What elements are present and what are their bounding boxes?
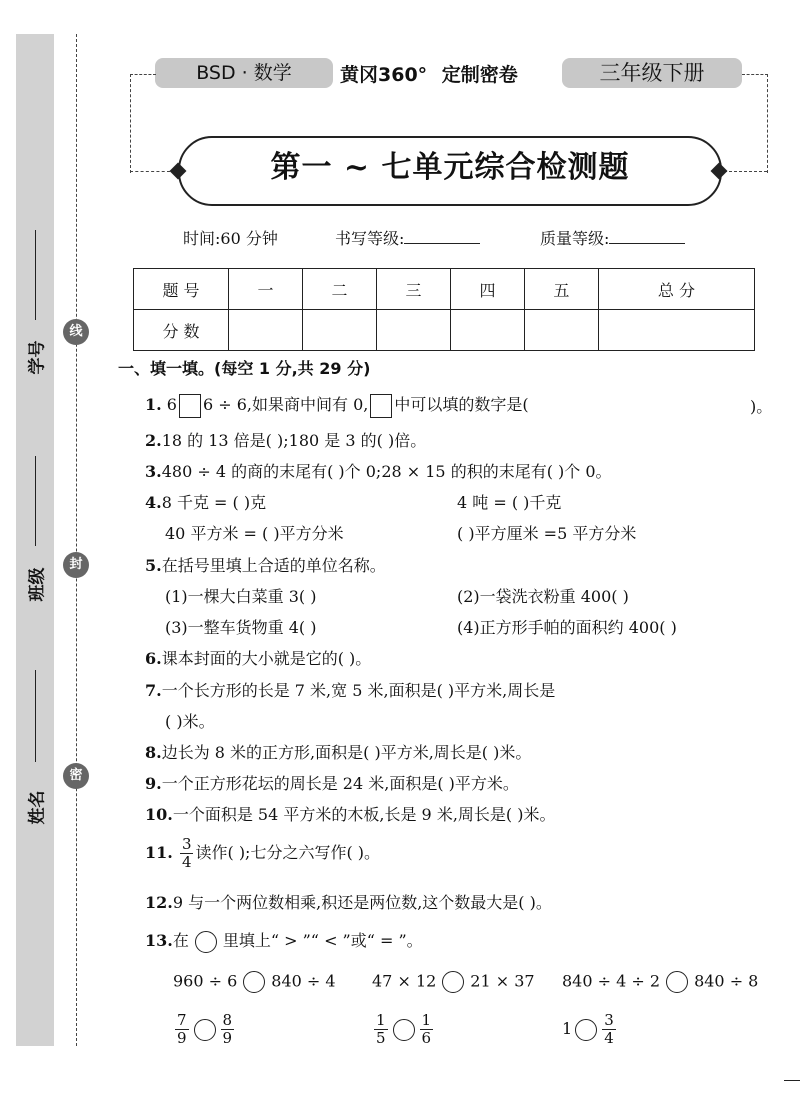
class-blank[interactable]: [35, 456, 36, 546]
fraction-numerator: 1: [376, 1011, 386, 1029]
digit-box[interactable]: [370, 394, 392, 418]
question-4c: 40 平方米 = ( )平方分米: [165, 524, 344, 543]
student-id-label: 学号: [27, 340, 48, 375]
fraction: [602, 1012, 616, 1047]
score-header-cell: 题 号: [134, 269, 229, 310]
question-5-4: (4)正方形手帕的面积约 400( ): [457, 618, 677, 637]
question-text: 读作( );七分之六写作( )。: [195, 843, 381, 862]
student-id-blank[interactable]: [35, 230, 36, 320]
score-header-cell: 二: [302, 269, 376, 310]
question-text: 9 与一个两位数相乘,积还是两位数,这个数最大是( )。: [172, 893, 552, 912]
fraction: [180, 836, 194, 871]
name-blank[interactable]: [35, 670, 36, 762]
cmp-right: 21 × 37: [470, 971, 535, 991]
question-text: 课本封面的大小就是它的( )。: [161, 649, 372, 668]
question-4d: ( )平方厘米 =5 平方分米: [457, 524, 637, 543]
fraction-numerator: 7: [177, 1011, 187, 1029]
question-number: 12.: [145, 893, 173, 912]
fraction-denominator: 6: [421, 1029, 432, 1047]
digit-box[interactable]: [179, 394, 201, 418]
score-cell[interactable]: [598, 310, 754, 351]
fraction-numerator: 8: [222, 1011, 233, 1029]
q1-text-c: 中可以填的数字是(: [394, 395, 529, 414]
score-header-cell: 总 分: [598, 269, 754, 310]
question-text: 一个正方形花坛的周长是 24 米,面积是( )平方米。: [161, 774, 519, 793]
question-text: 在括号里填上合适的单位名称。: [161, 556, 386, 575]
q13-text-a: 在: [172, 931, 189, 950]
score-header-cell: 一: [229, 269, 303, 310]
question-7b: ( )米。: [165, 712, 215, 731]
connector-left: [130, 74, 156, 173]
question-number: 2.: [145, 431, 162, 450]
fraction-numerator: 3: [181, 835, 192, 853]
question-number: 6.: [145, 649, 162, 668]
compare-circle[interactable]: [243, 971, 265, 993]
seal-line-icon: 线: [63, 319, 89, 345]
quality-grade-blank[interactable]: [609, 229, 685, 244]
question-number: 13.: [145, 931, 173, 950]
question-number: 9.: [145, 774, 162, 793]
series-name: [340, 60, 518, 87]
fraction-numerator: 1: [421, 1011, 432, 1029]
score-cell[interactable]: [229, 310, 303, 351]
name-label: 姓名: [27, 790, 48, 825]
connector-right-bottom: [724, 171, 767, 172]
question-text: 480 ÷ 4 的商的末尾有( )个 0;28 × 15 的积的末尾有( )个 0。: [161, 462, 612, 481]
fraction-numerator: 3: [604, 1011, 614, 1029]
cut-line: [76, 34, 77, 1046]
connector-left-bottom: [130, 171, 170, 172]
question-8: [145, 740, 531, 763]
writing-grade-label: 书写等级:: [335, 229, 405, 248]
question-12: [145, 890, 552, 913]
question-4b: 4 吨 = ( )千克: [457, 493, 562, 512]
question-6: [145, 646, 371, 669]
subject-badge: BSD · 数学: [155, 58, 333, 88]
question-number: 1.: [145, 395, 162, 414]
connector-right: [742, 74, 768, 173]
question-7: [145, 678, 555, 701]
q1-text-b: 6 ÷ 6,如果商中间有 0,: [202, 395, 369, 414]
compare-circle[interactable]: [194, 1019, 216, 1041]
q1-text-a: 6: [166, 395, 177, 414]
fraction: [175, 1012, 189, 1047]
q1-close: )。: [750, 397, 773, 416]
score-row: [134, 310, 755, 351]
cmp-right: 840 ÷ 8: [694, 971, 759, 991]
question-number: 5.: [145, 556, 162, 575]
fraction-compare-3: [562, 1012, 618, 1047]
cmp-left: 47 × 12: [372, 971, 437, 991]
seal-seal-icon: 封: [63, 552, 89, 578]
time-limit: 时间:60 分钟: [183, 229, 278, 248]
page-title: 第一 ~ 七单元综合检测题: [270, 150, 630, 185]
fraction-compare-2: [372, 1012, 435, 1047]
comparison-1: [173, 971, 336, 993]
page-corner-mark: [784, 1080, 800, 1081]
score-header-cell: 四: [450, 269, 524, 310]
score-cell[interactable]: [302, 310, 376, 351]
question-5: [145, 553, 386, 576]
question-text: 18 的 13 倍是( );180 是 3 的( )倍。: [161, 431, 427, 450]
question-11: [145, 836, 380, 871]
score-cell[interactable]: [524, 310, 598, 351]
class-label: 班级: [27, 567, 48, 602]
writing-grade: [335, 226, 480, 249]
fraction: [221, 1012, 235, 1047]
score-header-cell: 五: [524, 269, 598, 310]
question-number: 3.: [145, 462, 162, 481]
compare-circle[interactable]: [666, 971, 688, 993]
fraction-denominator: 4: [604, 1029, 614, 1047]
score-row-label: 分 数: [134, 310, 229, 351]
writing-grade-blank[interactable]: [404, 229, 480, 244]
whole-number: 1: [562, 1019, 573, 1038]
comparison-2: [372, 971, 535, 993]
seal-secret-icon: 密: [63, 763, 89, 789]
cmp-right: 840 ÷ 4: [271, 971, 336, 991]
fraction-denominator: 4: [181, 853, 192, 871]
question-number: 7.: [145, 681, 162, 700]
cmp-left: 840 ÷ 4 ÷ 2: [562, 971, 661, 991]
cmp-left: 960 ÷ 6: [173, 971, 238, 991]
question-1: [145, 392, 529, 418]
fraction-denominator: 9: [177, 1029, 187, 1047]
question-5-3: (3)一整车货物重 4( ): [165, 618, 317, 637]
fraction: [420, 1012, 434, 1047]
question-9: [145, 771, 519, 794]
quality-grade-label: 质量等级:: [540, 229, 610, 248]
question-5-2: (2)一袋洗衣粉重 400( ): [457, 587, 629, 606]
question-text: 边长为 8 米的正方形,面积是( )平方米,周长是( )米。: [161, 743, 532, 762]
question-number: 11.: [145, 843, 173, 862]
fraction: [374, 1012, 388, 1047]
score-table: [133, 268, 755, 351]
score-cell[interactable]: [376, 310, 450, 351]
fraction-compare-1: [173, 1012, 236, 1047]
score-cell[interactable]: [450, 310, 524, 351]
score-header-cell: 三: [376, 269, 450, 310]
question-10: [145, 802, 555, 825]
question-text: 一个面积是 54 平方米的木板,长是 9 米,周长是( )米。: [172, 805, 556, 824]
question-number: 8.: [145, 743, 162, 762]
series-title: 黄冈360°: [340, 64, 428, 86]
q13-text-b: 里填上“ > ”“ < ”或“ = ”。: [222, 931, 423, 950]
score-header-row: [134, 269, 755, 310]
fraction-denominator: 5: [376, 1029, 386, 1047]
series-suffix: 定制密卷: [441, 64, 518, 86]
question-number: 10.: [145, 805, 173, 824]
question-3: [145, 459, 612, 482]
question-text: 8 千克 = ( )克: [161, 493, 267, 512]
compare-circle[interactable]: [195, 931, 217, 953]
section-title: 一、填一填。(每空 1 分,共 29 分): [118, 359, 371, 378]
grade-badge: 三年级下册: [562, 58, 742, 88]
compare-circle[interactable]: [575, 1019, 597, 1041]
quality-grade: [540, 226, 685, 249]
compare-circle[interactable]: [393, 1019, 415, 1041]
compare-circle[interactable]: [442, 971, 464, 993]
fraction-denominator: 9: [222, 1029, 233, 1047]
question-13: [145, 928, 423, 953]
question-2: [145, 428, 426, 451]
comparison-3: [562, 971, 758, 993]
question-text: 一个长方形的长是 7 米,宽 5 米,面积是( )平方米,周长是: [161, 681, 556, 700]
question-5-1: (1)一棵大白菜重 3( ): [165, 587, 317, 606]
question-4: [145, 490, 266, 513]
question-number: 4.: [145, 493, 162, 512]
